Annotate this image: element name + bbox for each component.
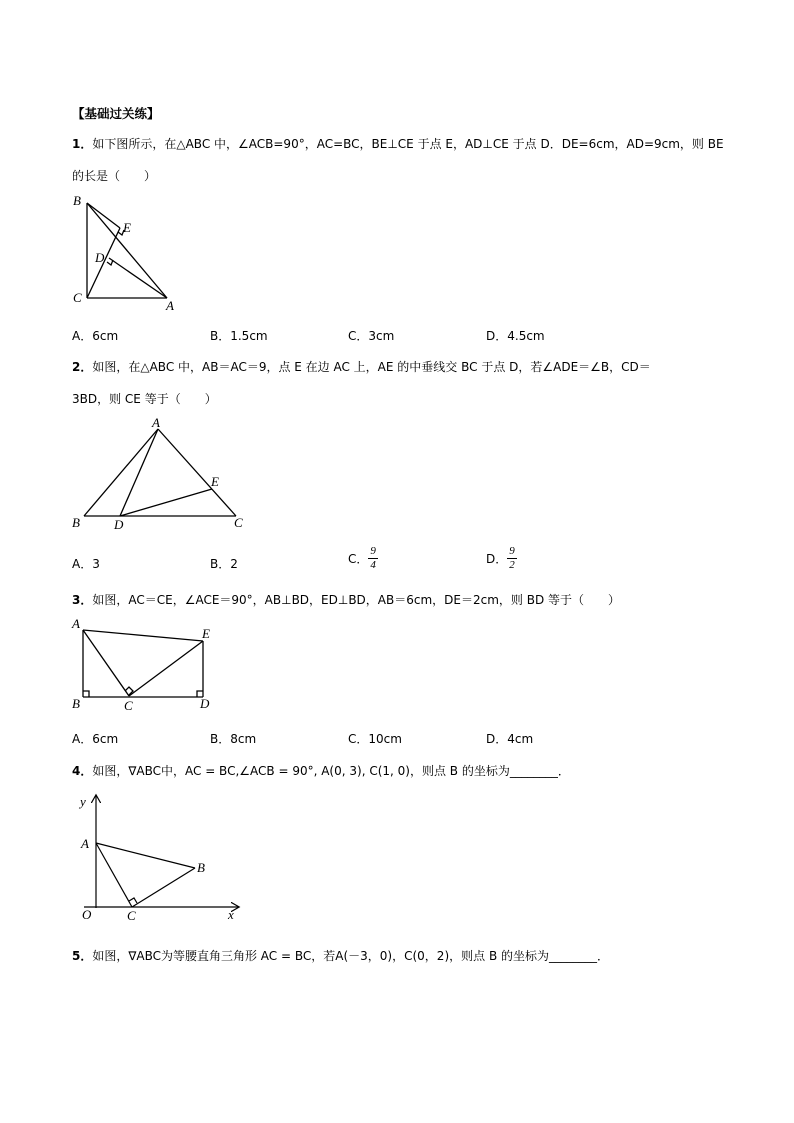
question-3-line-1 [72, 591, 620, 608]
label-d: D [200, 696, 210, 711]
right-angle-mark-c [129, 898, 137, 903]
label-a: A [166, 298, 174, 313]
label-e: E [211, 474, 219, 489]
right-angle-mark-d [107, 260, 113, 265]
label-d: D [95, 250, 105, 265]
question-2-line-1 [72, 358, 651, 375]
question-3-number: 3． [72, 593, 93, 607]
segment-ae [83, 630, 203, 641]
label-d: D [114, 517, 124, 532]
question-1-line-1 [72, 135, 724, 152]
question-1-number: 1． [72, 137, 93, 151]
question-1-text-line-1: 如下图所示，在△ABC 中，∠ACB=90°，AC=BC，BE⊥CE 于点 E，AD⊥CE 于点 D．DE=6cm，AD=9cm，则 BE [92, 137, 724, 151]
question-5-text: 如图，∇ABC为等腰直角三角形 AC = BC，若A(－3，0)，C(0，2)，则点 B 的坐标为________． [92, 949, 609, 963]
fraction-denominator: 2 [509, 559, 515, 571]
segment-be [87, 203, 120, 228]
right-angle-mark-b [83, 691, 89, 697]
segment-ab [84, 429, 158, 516]
label-b: B [73, 193, 81, 208]
label-b: B [72, 515, 80, 530]
label-c: C [127, 908, 136, 923]
segment-ac [96, 843, 132, 907]
question-2-option-b: B．2 [210, 557, 238, 571]
question-4-number: 4． [72, 764, 93, 778]
question-5-line-1 [72, 947, 609, 964]
fraction-denominator: 4 [370, 559, 376, 571]
label-e: E [202, 626, 210, 641]
section-title: 【基础过关练】 [72, 106, 160, 121]
question-4-line-1 [72, 762, 570, 779]
question-4-text: 如图，∇ABC中，AC = BC,∠ACB = 90°, A(0, 3), C(1, 0)，则点 B 的坐标为________． [92, 764, 570, 778]
label-o: O [82, 907, 92, 922]
fraction-numerator: 9 [509, 545, 515, 557]
question-1-option-b: B．1.5cm [210, 329, 268, 343]
label-c: C [234, 515, 243, 530]
label-b: B [72, 696, 80, 711]
question-1-option-a: A．6cm [72, 329, 119, 343]
question-3-option-a: A．6cm [72, 732, 119, 746]
question-3-option-b: B．8cm [210, 732, 257, 746]
question-2-option-d-fraction [507, 545, 517, 572]
label-b: B [197, 860, 205, 875]
question-1-figure [68, 192, 188, 314]
segment-ab [96, 843, 195, 868]
question-3-option-d: D．4cm [486, 732, 534, 746]
question-2-text-line-2: 3BD，则 CE 等于（ ） [72, 392, 217, 406]
label-c: C [73, 290, 82, 305]
question-3-figure [68, 614, 228, 716]
question-2-text-line-1: 如图，在△ABC 中，AB＝AC＝9，点 E 在边 AC 上，AE 的中垂线交 BC 于点 D，若∠ADE＝∠B，CD＝ [92, 360, 651, 374]
segment-cb [132, 868, 195, 907]
label-y: y [80, 794, 86, 809]
label-a: A [81, 836, 89, 851]
segment-ac [83, 630, 129, 696]
question-2-number: 2． [72, 360, 93, 374]
label-x: x [228, 907, 234, 922]
question-3-text: 如图，AC＝CE，∠ACE＝90°，AB⊥BD，ED⊥BD，AB＝6cm，DE＝2cm，则 BD 等于（ ） [92, 593, 621, 607]
label-a: A [152, 415, 160, 430]
question-3-option-c: C．10cm [348, 732, 402, 746]
fraction-numerator: 9 [370, 545, 376, 557]
question-1-text-line-2: 的长是（ ） [72, 169, 157, 183]
question-2-option-d [486, 545, 517, 572]
label-c: C [124, 698, 133, 713]
question-2-option-a: A．3 [72, 557, 100, 571]
segment-de [120, 489, 212, 516]
question-2-option-c-fraction [368, 545, 378, 572]
question-5-number: 5． [72, 949, 93, 963]
label-a: A [72, 616, 80, 631]
question-1-option-d: D．4.5cm [486, 329, 545, 343]
question-2-option-d-prefix: D． [486, 552, 508, 566]
segment-ce [129, 641, 203, 696]
question-2-option-c-prefix: C． [348, 552, 369, 566]
question-2-figure [68, 412, 256, 534]
question-1-option-c: C．3cm [348, 329, 395, 343]
label-e: E [123, 220, 131, 235]
segment-ad [120, 429, 158, 516]
question-4-figure [70, 788, 250, 926]
segment-ac [158, 429, 236, 516]
question-2-option-c [348, 545, 378, 572]
